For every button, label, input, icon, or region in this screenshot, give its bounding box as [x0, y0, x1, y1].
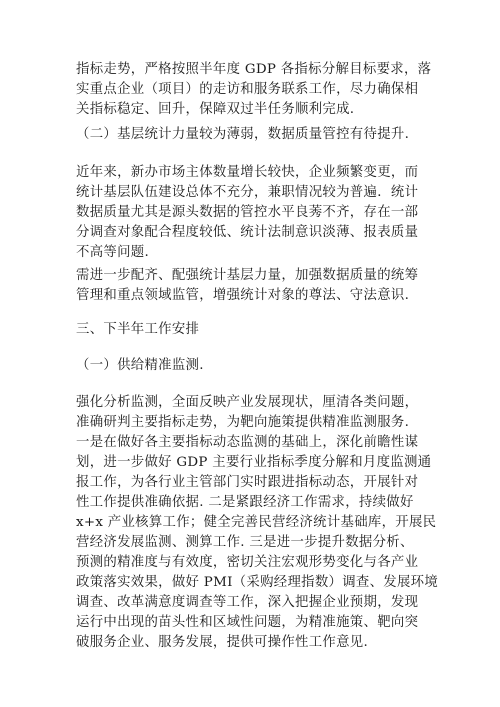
text-line: 调查、改革满意度调查等工作，深入把握企业预期，发现	[76, 595, 419, 610]
text-line: 关指标稳定、回升，保障双过半任务顺利完成.	[76, 102, 355, 117]
text-line: x+x 产业核算工作；健全完善民营经济统计基础库，开展民	[76, 515, 437, 530]
text-line: 划，进一步做好 GDP 主要行业指标季度分解和月度监测通	[76, 455, 432, 470]
text-line: 破服务企业、服务发展，提供可操作性工作意见.	[76, 635, 369, 650]
paragraph-recent-years	[76, 163, 426, 263]
text-line: 不高等问题.	[76, 245, 150, 260]
text-line: 报工作，为各行业主管部门实时跟进指标动态，开展针对	[76, 475, 419, 490]
section-heading-h2-plan	[76, 320, 426, 340]
text-line: 数据质量尤其是源头数据的管控水平良莠不齐，存在一部	[76, 205, 419, 220]
text-line: （一）供给精准监测.	[76, 358, 204, 373]
text-line: 近年来，新办市场主体数量增长较快，企业频繁变更，而	[76, 165, 419, 180]
text-line: 准确研判主要指标走势，为靶向施策提供精准监测服务.	[76, 415, 410, 430]
text-line: 分调查对象配合程度较低、统计法制意识淡薄、报表质量	[76, 225, 419, 240]
text-line: 管理和重点领域监管，增强统计对象的尊法、守法意识.	[76, 288, 410, 303]
text-line: 运行中出现的苗头性和区域性问题，为精准施策、靶向突	[76, 615, 419, 630]
subheading-weak-stats	[76, 125, 426, 145]
text-line: 政策落实效果，做好 PMI（采购经理指数）调查、发展环境	[76, 575, 439, 590]
text-line: 统计基层队伍建设总体不充分，兼职情况较为普遍．统计	[76, 185, 419, 200]
text-line: 预测的精准度与有效度，密切关注宏观形势变化与各产业	[76, 555, 419, 570]
text-line: 性工作提供准确依据. 二是紧跟经济工作需求，持续做好	[76, 495, 414, 510]
text-line: 强化分析监测，全面反映产业发展现状，厘清各类问题，	[76, 395, 419, 410]
paragraph-monitoring-detail	[76, 393, 439, 653]
text-line: 营经济发展监测、测算工作. 三是进一步提升数据分析、	[76, 535, 414, 550]
text-line: 指标走势，严格按照半年度 GDP 各指标分解目标要求，落	[76, 62, 432, 77]
text-line: 实重点企业（项目）的走访和服务联系工作，尽力确保相	[76, 82, 419, 97]
text-line: 三、下半年工作安排	[76, 322, 200, 337]
text-line: 一是在做好各主要指标动态监测的基础上，深化前瞻性谋	[76, 435, 419, 450]
text-line: 需进一步配齐、配强统计基层力量，加强数据质量的统筹	[76, 268, 419, 283]
paragraph-intro	[76, 60, 432, 120]
subheading-monitoring	[76, 356, 426, 376]
paragraph-need-improve	[76, 266, 426, 306]
text-line: （二）基层统计力量较为薄弱，数据质量管控有待提升.	[76, 127, 410, 142]
